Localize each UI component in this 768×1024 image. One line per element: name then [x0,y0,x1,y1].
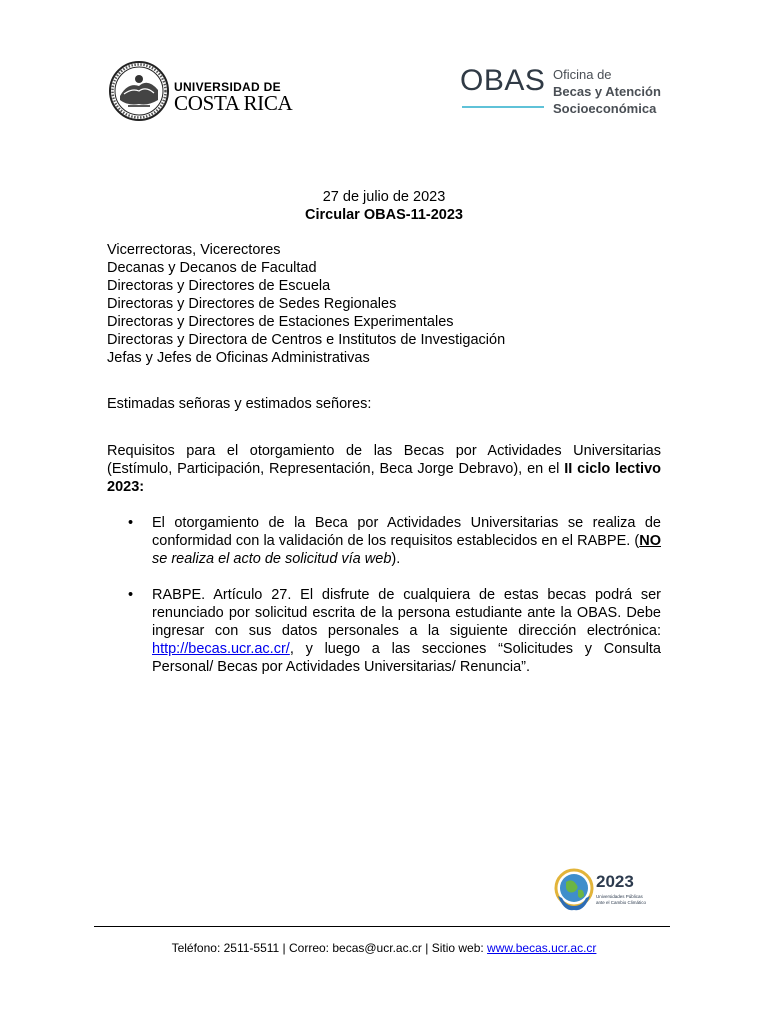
recipient-line: Directoras y Directores de Estaciones Experimentales [107,314,454,330]
list-item [107,586,661,676]
list-item [107,514,661,568]
climate-2023-badge [552,866,662,918]
ucr-name-line1: UNIVERSIDAD DE [174,80,281,94]
badge-subtitle-1: Universidades Públicas [596,894,643,899]
document-date: 27 de julio de 2023 [322,189,446,205]
obas-tagline-2: Becas y Atención [553,84,661,99]
ucr-logo [108,58,292,136]
ucr-name-line2: COSTA RICA [174,91,293,115]
footer [0,941,768,955]
recipient-line: Jefas y Jefes de Oficinas Administrativas [107,350,370,366]
intro-text: Requisitos para el otorgamiento de las Becas por Actividades Universitarias (Estímulo, Participación, Representación, Beca Jorge Debravo), en el [107,443,661,477]
recipient-line: Directoras y Directores de Escuela [107,278,331,294]
greeting: Estimadas señoras y estimados señores: [107,396,372,412]
badge-subtitle-2: ante el Cambio Climático [596,900,647,905]
obas-underline [462,106,544,108]
bullet-icon: • [128,587,134,603]
bullet-1-text: El otorgamiento de la Beca por Actividades Universitarias se realiza de conformidad con la validación de los requisitos establecidos en el RABPE. ( [152,515,661,549]
recipients-list [107,241,505,367]
obas-wordmark: OBAS [460,64,546,97]
obas-tagline-3: Socioeconómica [553,101,657,116]
globe-hands-icon [552,866,596,916]
bullet-2-end: , y luego a las secciones “Solicitudes y Consulta Personal/ Becas por Actividades Universitarias/ Renuncia”. [152,641,661,675]
bullet-2-text: RABPE. Artículo 27. El disfrute de cualquiera de estas becas podrá ser renunciado por solicitud escrita de la persona estudiante ante la OBAS. Debe ingresar con sus datos personales a la siguiente dirección electrónica: [152,587,661,639]
recipient-line: Directoras y Directores de Sedes Regionales [107,296,397,312]
intro-bold: II ciclo lectivo 2023: [107,461,662,495]
circular-title: Circular OBAS-11-2023 [305,207,463,223]
requirements-list [107,514,661,694]
obas-tagline-1: Oficina de [553,67,612,82]
bullet-1-no: NO [639,533,661,549]
intro-paragraph [107,442,661,496]
bullet-icon: • [128,515,134,531]
footer-website-link[interactable]: www.becas.ucr.ac.cr [487,941,597,955]
recipient-line: Decanas y Decanos de Facultad [107,260,317,276]
recipient-line: Vicerrectoras, Vicerectores [107,242,281,258]
badge-year: 2023 [596,872,634,891]
bullet-1-italic: se realiza el acto de solicitud vía web [152,551,392,567]
obas-logo [460,62,680,122]
bullet-1-end: ). [391,551,401,567]
footer-text: Teléfono: 2511-5511 | Correo: becas@ucr.ac.cr | Sitio web: [171,941,488,955]
becas-link[interactable]: http://becas.ucr.ac.cr/ [152,641,290,657]
footer-divider [94,926,670,927]
recipient-line: Directoras y Directora de Centros e Institutos de Investigación [107,332,506,348]
ucr-seal-icon [108,60,170,122]
